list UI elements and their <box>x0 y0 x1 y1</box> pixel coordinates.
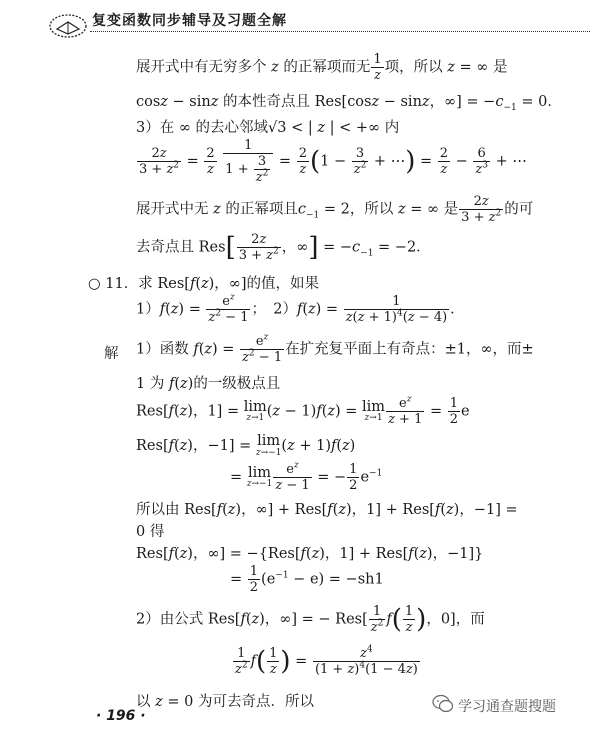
problem-11-parts: 1）f(z) = $\frac{e^z}{z^2 - 1}$ ； 2）f(z) = $\frac{1}{z(z + 1)^4(z - 4)}$ ． <box>136 292 465 325</box>
text-line-1: 展开式中有无穷多个 z 的正幂项而无 $\frac{1}{z}$ 项，所以 z = ∞ 是 <box>136 52 508 83</box>
header-title: 复变函数同步辅导及习题全解 <box>92 13 287 29</box>
solution-line-2: 1 为 f(z)的一级极点且 <box>136 376 281 392</box>
formula-res-inf: Res[f(z)，∞] = −{Res[f(z)，1] + Res[f(z)，−1]} <box>136 546 484 562</box>
solution-line-1: 1）函数 f(z) = $\frac{e^z}{z^2 - 1}$ 在扩充复平面上有奇点：±1，∞，而± <box>136 332 534 365</box>
text-line-6: 去奇点且 Res[ $\frac{2z}{3 + z^2}$ ，∞] = $-c_{-1} = -2$． <box>136 232 431 263</box>
formula-res-1: Res[f(z)，1] = lim z→1 (z − 1)f(z) = lim z→1 $\frac{e^z}{z + 1}$ = $\frac{1}{2}$ e <box>136 394 470 427</box>
solution-sum-line: 所以由 Res[f(z)，∞] + Res[f(z)，1] + Res[f(z)，−1] = <box>136 502 518 518</box>
text-line-5: 展开式中无 z 的正幂项且$c_{-1} = 2$，所以 z = ∞ 是 $\frac{2z}{3 + z^2}$ 的可 <box>136 194 534 225</box>
solution-part-2: 2）由公式 Res[f(z)，∞] = − Res[ $\frac{1}{z^2}$ f( $\frac{1}{z}$ )，0]，而 <box>136 604 485 635</box>
wechat-icon <box>432 694 454 714</box>
solution-final-line: 以 z = 0 为可去奇点．所以 <box>136 694 314 710</box>
page-number: · 196 · <box>96 708 146 724</box>
problem-11: ○ 11．求 Res[f(z)，∞]的值，如果 <box>88 276 320 292</box>
solution-sum-line-2: 0 得 <box>136 524 165 540</box>
text-line-2: cosz − sinz 的本性奇点且 Res[cosz − sinz，∞] = $-c_{-1} = 0$． <box>136 94 562 113</box>
formula-res-minus1-b: = lim z→−1 $\frac{e^z}{z - 1}$ = − $\frac{1}{2}$ $e^{-1}$ <box>230 460 383 493</box>
formula-expansion: $\frac{2z}{3 + z^2}$ = $\frac{2}{z}$ 1 1 + $\frac{3}{z^2}$ = $\frac{2}{z}$ (1 − $\frac{3}{z^2}$ + ⋯) = $\frac{2}{z}$ − $\frac{6}{z^3}$ + ⋯ <box>139 138 527 185</box>
formula-res-inf-b: = $\frac{1}{2}$ $(e^{-1} - e) = -sh1$ <box>230 564 384 595</box>
text-line-3: 3）在 ∞ 的去心邻域√3 < | z | < +∞ 内 <box>136 120 400 136</box>
book-logo-icon <box>48 12 88 40</box>
solution-label: 解 <box>104 346 119 362</box>
watermark-text: 学习通查题搜题 <box>458 699 556 715</box>
formula-substitution: $\frac{1}{z^2}$ f( $\frac{1}{z}$ ) = $\frac{z^4}{(1 + z)^4(1 - 4z)}$ <box>235 644 418 677</box>
header-divider <box>90 31 590 32</box>
formula-res-minus1: Res[f(z)，−1] = lim z→−1 (z + 1)f(z) <box>136 433 356 458</box>
